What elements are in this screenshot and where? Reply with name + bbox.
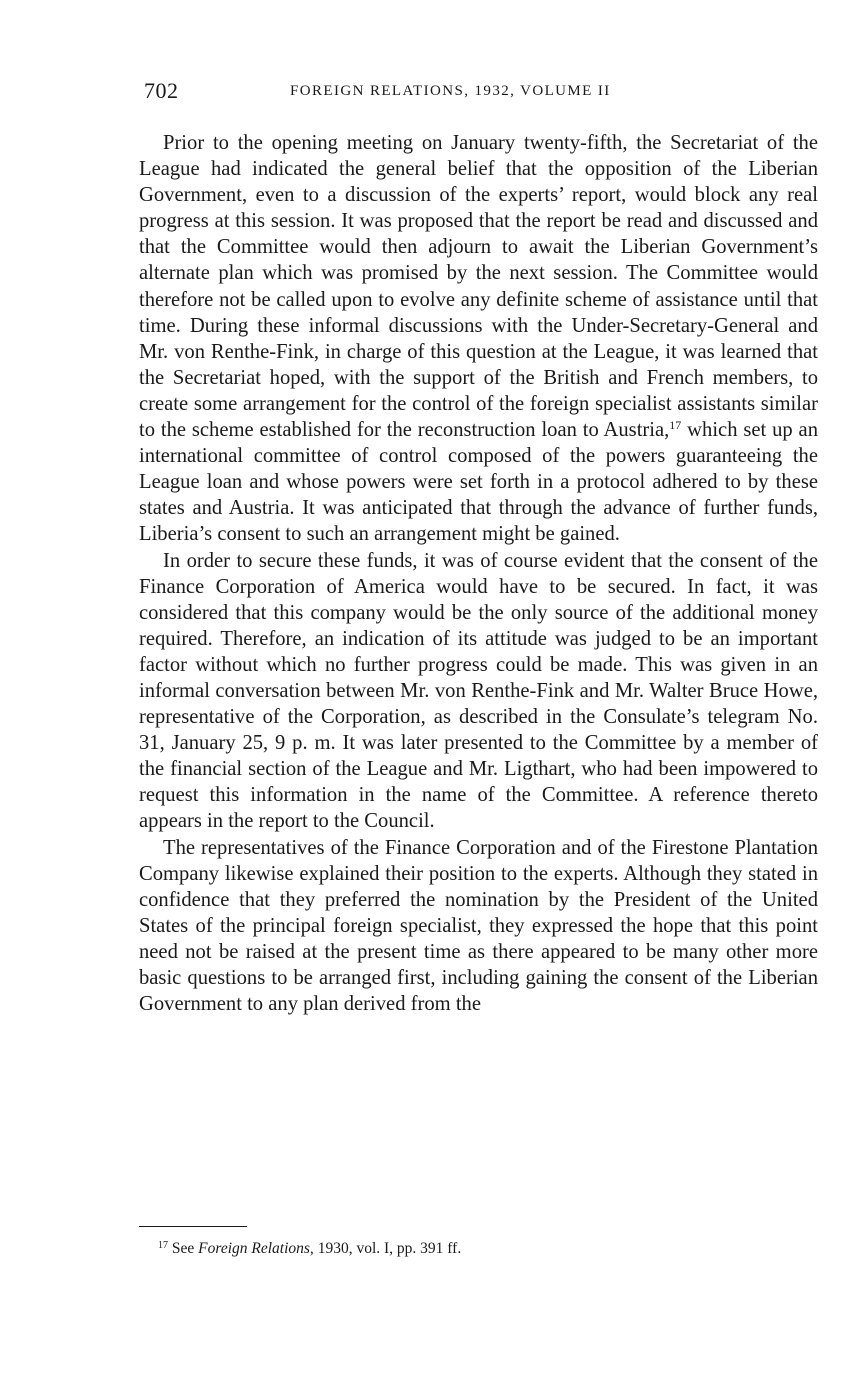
footnote	[158, 1240, 461, 1258]
running-header	[140, 78, 820, 108]
page-number: 702	[144, 78, 179, 103]
paragraph-1	[139, 130, 818, 548]
footnote-title: Foreign Relations,	[198, 1240, 314, 1257]
footnote-citation: 1930, vol. I, pp. 391 ff.	[313, 1240, 462, 1257]
body-text	[139, 130, 818, 1017]
paragraph-3: The representatives of the Finance Corporation and of the Firestone Plantation Company likewise explained their position to the experts. Although they stated in confidence that they preferred the nomination by the President of the United States of the principal foreign specialist, they expressed the hope that this point need not be raised at the present time as there appeared to be many other more basic questions to be arranged first, including gaining the consent of the Liberian Government to any plan derived from the	[139, 836, 818, 1016]
running-title: FOREIGN RELATIONS, 1932, VOLUME II	[290, 83, 611, 99]
paragraph-2: In order to secure these funds, it was of course evident that the consent of the Finance Corporation of America would have to be secured. In fact, it was considered that this company would be the only source of the additional money required. Therefore, an indication of its attitude was judged to be an important factor without which no further progress could be made. This was given in an informal conversation between Mr. von Renthe-Fink and Mr. Walter Bruce Howe, representative of the Corporation, as described in the Consulate’s telegram No. 31, January 25, 9 p. m. It was later presented to the Committee by a member of the financial section of the League and Mr. Ligthart, who had been impowered to request this information in the name of the Committee. A reference thereto appears in the report to the Council.	[139, 549, 818, 833]
footnote-marker: 17	[158, 1240, 168, 1251]
footnote-reference: 17	[669, 418, 682, 433]
paragraph-1-text-a: Prior to the opening meeting on January twenty-fifth, the Secretariat of the League had indicated the general belief that the opposition of the Liberian Government, even to a discussion of the experts’ report, would block any real progress at this session. It was proposed that the report be read and discussed and that the Committee would then adjourn to await the Liberian Government’s alternate plan which was promised by the next session. The Committee would therefore not be called upon to evolve any definite scheme of assistance until that time. During these informal discussions with the Under-Secretary-General and Mr. von Renthe-Fink, in charge of this question at the League, it was learned that the Secretariat hoped, with the support of the British and French members, to create some arrangement for the control of the foreign specialist assistants similar to the scheme established for the reconstruction loan to Austria,	[139, 132, 818, 442]
footnote-divider	[139, 1226, 247, 1227]
footnote-prefix: See	[171, 1240, 199, 1257]
paragraph-1-text-b: which set up an international committee of control composed of the powers guaranteeing the League loan and whose powers were set forth in a protocol adhered to by these states and Austria. It was anticipated that through the advance of further funds, Liberia’s consent to such an arrangement might be gained.	[139, 419, 818, 546]
